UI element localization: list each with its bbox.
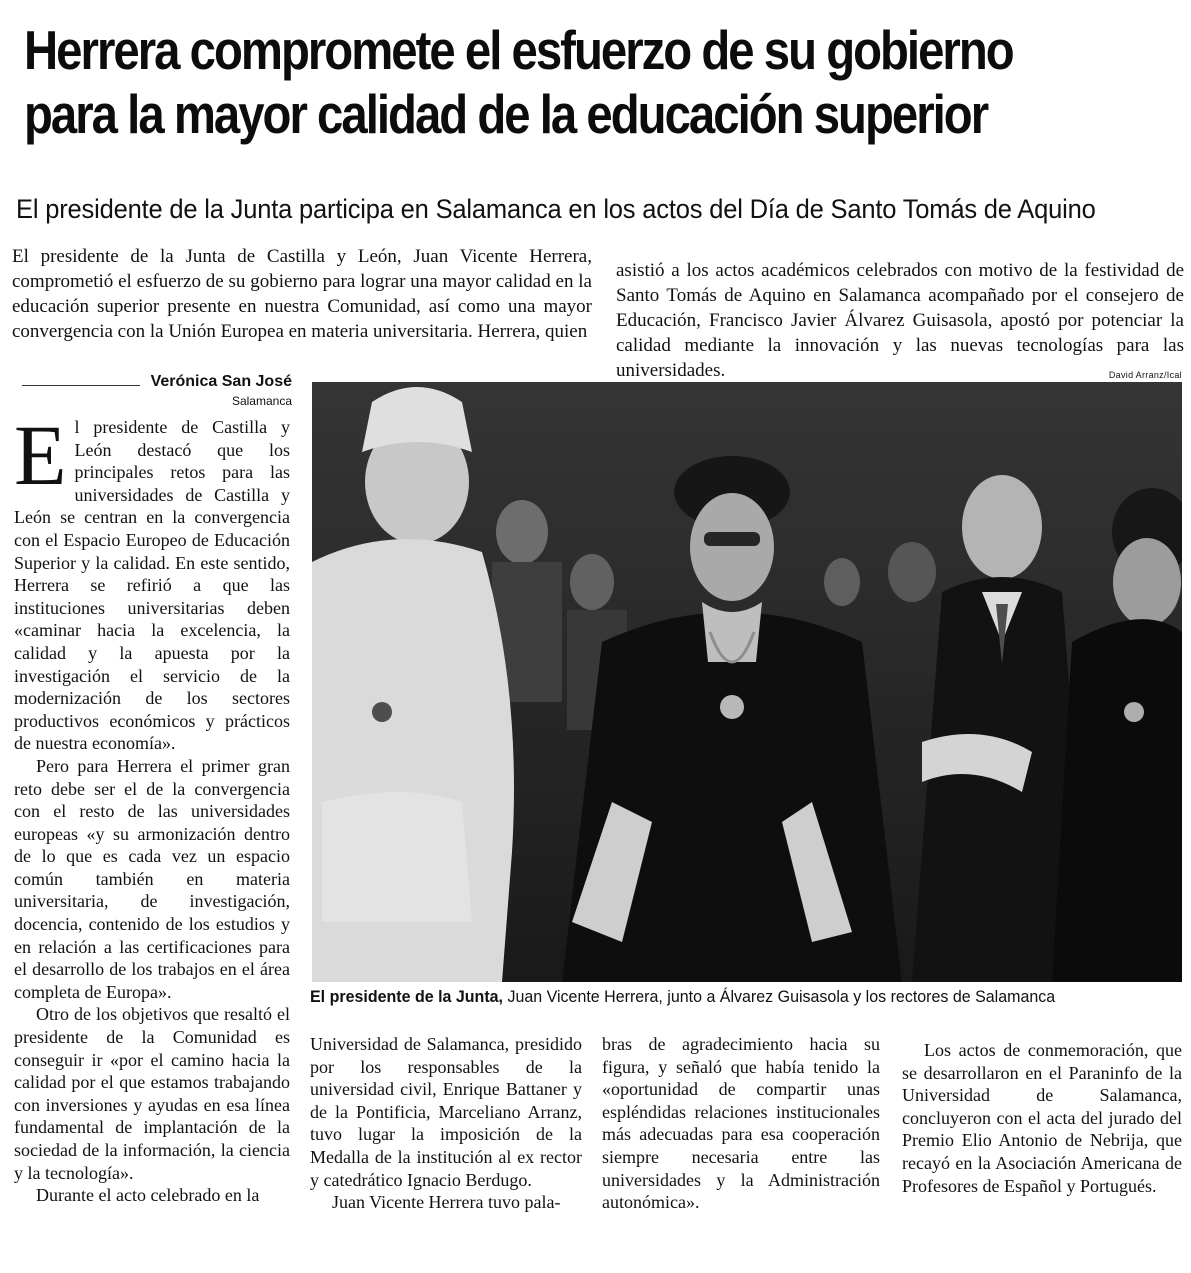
body-paragraph: Durante el acto celebrado en la [36, 1185, 260, 1206]
byline-location: Salamanca [231, 394, 292, 408]
lead-left-text: El presidente de la Junta de Castilla y León, Juan Vicente Herrera, comprometió el esfuerzo de su gobierno para lograr una mayor calidad en la educación superior presente en nuestra Comunidad, así como una mayor convergencia con la Unión Europea en materia universitaria. Herrera, quien [12, 246, 592, 342]
photo-caption [310, 987, 1159, 1007]
caption-text: Juan Vicente Herrera, junto a Álvarez Guisasola y los rectores de Salamanca [503, 988, 1056, 1006]
lead-paragraph-left [12, 244, 592, 344]
body-paragraph: Los actos de conmemoración, que se desarrollaron en el Paraninfo de la Universidad de Salamanca, concluyeron con el acta del jurado del Premio Elio Antonio de Nebrija, que recayó en la Asociación Americana de Profesores de Español y Portugués. [902, 1040, 1182, 1196]
body-column-4 [902, 1039, 1182, 1197]
headline-line-1: Herrera compromete el esfuerzo de su gobierno [24, 19, 1013, 81]
subheadline: El presidente de la Junta participa en Salamanca en los actos del Día de Santo Tomás de Aquino [16, 194, 1096, 224]
photo-credit: David Arranz/Ical [1108, 370, 1182, 380]
body-column-3 [602, 1033, 880, 1214]
headline-line-2: para la mayor calidad de la educación superior [24, 83, 988, 145]
body-text: l presidente de Castilla y León destacó que los principales retos para las universidades de Castilla y León se centran en la convergencia con el Espacio Europeo de Educación Superior y la calidad. En este sentido, Herrera se refirió a que las instituciones universitarias deben «caminar hacia la excelencia, la calidad y la apuesta por la investigación el servicio de la modernización de los sectores productivos económicos y prácticos de nuestra economía». [14, 417, 290, 754]
body-paragraph: Pero para Herrera el primer gran reto debe ser el de la convergencia con el resto de las universidades europeas «y su armonización dentro de lo que es cada vez un espacio común también en materia universitaria, de investigación, docencia, contenido de los estudios y en relación a las certificaciones para el desarrollo de los trabajos en el área completa de Europa». [14, 755, 290, 1002]
lead-paragraph-right [616, 258, 1184, 383]
news-photo [312, 382, 1182, 982]
body-paragraph: Juan Vicente Herrera tuvo pala- [332, 1192, 561, 1213]
byline-author: Verónica San José [150, 373, 292, 390]
body-paragraph: Universidad de Salamanca, presidido por los responsables de la universidad civil, Enrique Battaner y de la Pontificia, Marceliano Arranz, tuvo lugar la imposición de la Medalla de la institución al ex rector y catedrático Ignacio Berdugo. [310, 1034, 582, 1190]
headline [24, 18, 1013, 146]
body-column-2 [310, 1033, 582, 1214]
body-paragraph [14, 407, 290, 755]
photo-illustration [312, 382, 1182, 982]
body-paragraph: Otro de los objetivos que resaltó el presidente de la Comunidad es conseguir ir «por el camino hacia la calidad por el que estamos trabajando con inversiones y ayudas en esa línea fundamental de implantación de la sociedad de la información, la ciencia y la tecnología». [14, 1004, 290, 1183]
caption-lead: El presidente de la Junta, [310, 988, 504, 1006]
body-paragraph: bras de agradecimiento hacia su figura, y señaló que había tenido la «oportunidad de compartir unas espléndidas relaciones institucionales más adecuadas para esa cooperación siempre necesaria entre las universidades y la Administración autonómica». [602, 1034, 880, 1213]
body-column-1 [14, 407, 290, 1207]
byline-rule [22, 385, 140, 386]
drop-cap: E [14, 407, 67, 503]
lead-right-text: asistió a los actos académicos celebrados con motivo de la festividad de Santo Tomás de Aquino en Salamanca acompañado por el consejero de Educación, Francisco Javier Álvarez Guisasola, apostó por potenciar la calidad mediante la innovación y las nuevas tecnologías para las universidades. [616, 260, 1184, 381]
